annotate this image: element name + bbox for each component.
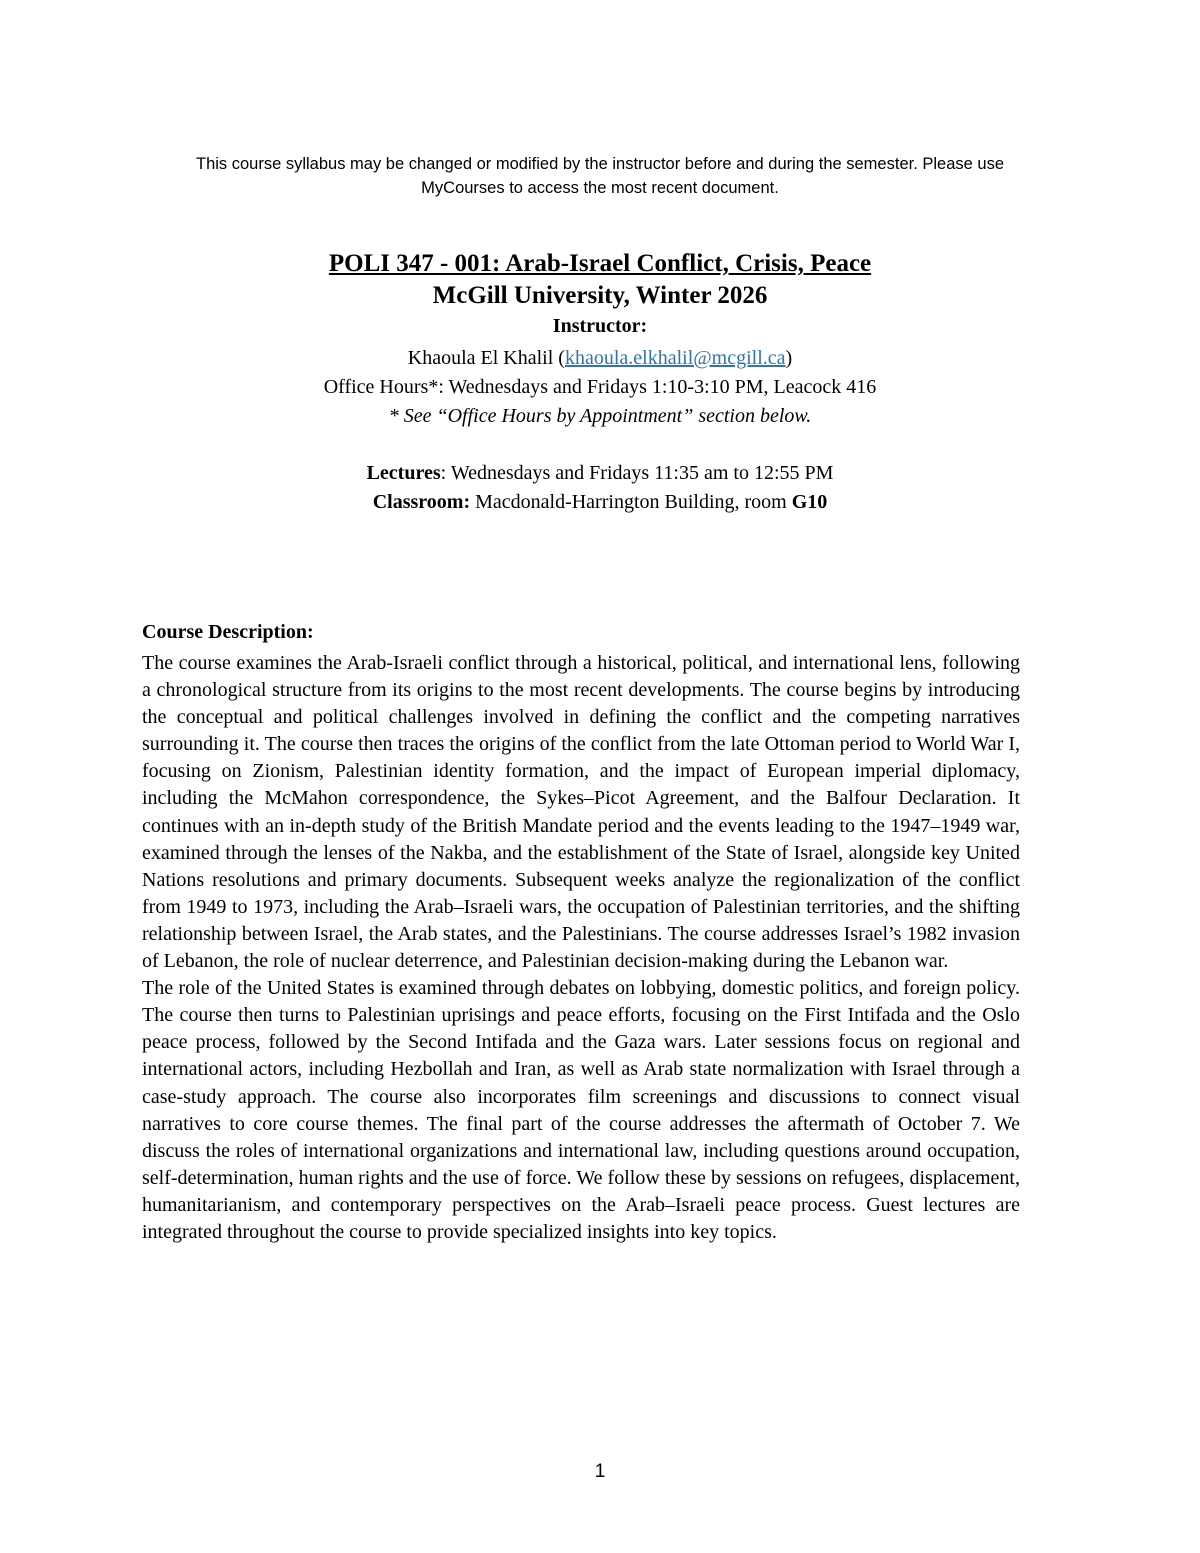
course-title: POLI 347 - 001: Arab-Israel Conflict, Crisis, Peace [328, 250, 872, 277]
lectures-value: : Wednesdays and Fridays 11:35 am to 12:55 PM [440, 462, 834, 484]
course-description-paragraph-1: The course examines the Arab-Israeli conflict through a historical, political, and international lens, following a chronological structure from its origins to the most recent developments. The course begins by introducing the conceptual and political challenges involved in defining the conflict and the competing narratives surrounding it. The course then traces the origins of the conflict from the late Ottoman period to World War I, focusing on Zionism, Palestinian identity formation, and the impact of European imperial diplomacy, including the McMahon correspondence, the Sykes–Picot Agreement, and the Balfour Declaration. It continues with an in-depth study of the British Mandate period and the events leading to the 1947–1949 war, examined through the lenses of the Nakba, and the establishment of the State of Israel, alongside key United Nations resolutions and primary documents. Subsequent weeks analyze the regionalization of the conflict from 1949 to 1973, including the Arab–Israeli wars, the occupation of Palestinian territories, and the shifting relationship between Israel, the Arab states, and the Palestinians. The course addresses Israel’s 1982 invasion of Lebanon, the role of nuclear deterrence, and Palestinian decision-making during the Lebanon war. [142, 652, 1020, 973]
classroom-room: G10 [791, 491, 828, 513]
instructor-contact [140, 344, 1060, 373]
disclaimer-line-2: MyCourses to access the most recent document. [421, 179, 779, 197]
schedule-block [140, 459, 1060, 517]
disclaimer-line-1: This course syllabus may be changed or modified by the instructor before and during the semester. Please use [195, 155, 1005, 173]
office-hours: Office Hours*: Wednesdays and Fridays 1:10-3:10 PM, Leacock 416 [323, 376, 877, 398]
instructor-email-link[interactable]: khaoula.elkhalil@mcgill.ca [564, 347, 786, 369]
instructor-label: Instructor: [552, 315, 648, 337]
office-hours-note: * See “Office Hours by Appointment” section below. [388, 405, 812, 427]
classroom-value: Macdonald-Harrington Building, room [470, 491, 792, 513]
page-number: 1 [594, 1461, 606, 1482]
course-description-section [142, 618, 1020, 1246]
course-description-heading: Course Description: [142, 621, 314, 643]
instructor-contact-close: ) [785, 347, 793, 369]
course-description-paragraph-2: The role of the United States is examined through debates on lobbying, domestic politics, and foreign policy. The course then turns to Palestinian uprisings and peace efforts, focusing on the First Intifada and the Oslo peace process, followed by the Second Intifada and the Gaza wars. Later sessions focus on regional and international actors, including Hezbollah and Iran, as well as Arab state normalization with Israel through a case-study approach. The course also incorporates film screenings and discussions to connect visual narratives to core course themes. The final part of the course addresses the aftermath of October 7. We discuss the roles of international organizations and international law, including questions around occupation, self-determination, human rights and the use of force. We follow these by sessions on refugees, displacement, humanitarianism, and contemporary perspectives on the Arab–Israeli peace process. Guest lectures are integrated throughout the course to provide specialized insights into key topics. [142, 977, 1020, 1243]
lectures-line [140, 459, 1060, 488]
classroom-label: Classroom: [372, 491, 471, 513]
instructor-name: Khaoula El Khalil ( [407, 347, 565, 369]
classroom-line [140, 488, 1060, 517]
lectures-label: Lectures [366, 462, 441, 484]
university-term: McGill University, Winter 2026 [432, 282, 768, 309]
syllabus-disclaimer [140, 152, 1060, 200]
course-header [140, 248, 1060, 517]
